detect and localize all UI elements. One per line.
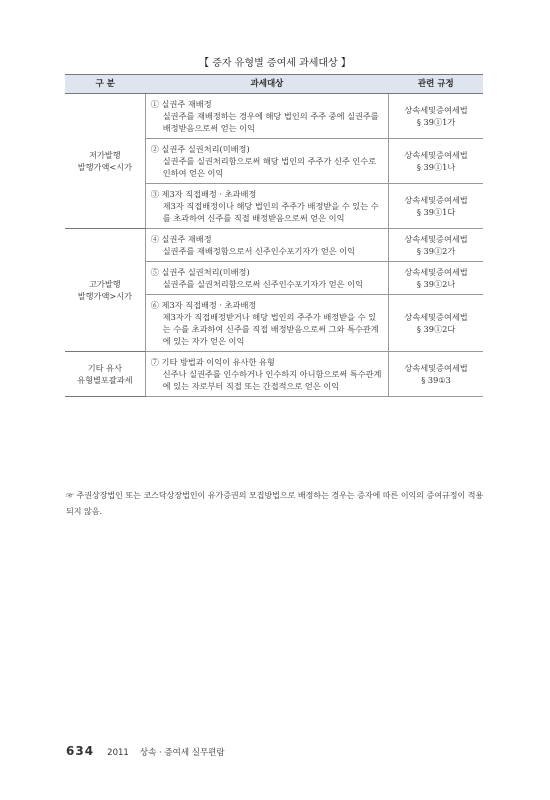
footer-year: 2011 [107, 748, 129, 758]
category-cell: 기타 유사 유형별포괄과세 [65, 352, 145, 397]
law-cell: 상속세및증여세법 § 39①1가 [389, 94, 483, 139]
item-description: 실권주를 실권처리함으로써 신주인수포기자가 얻은 이익 [162, 279, 363, 289]
item-description: 실권주를 실권처리함으로써 해당 법인의 주주가 신주 인수로 인하여 얻은 이익 [162, 156, 377, 178]
law-cell: 상속세및증여세법 § 39①1다 [389, 184, 483, 229]
header-target: 과세대상 [145, 75, 388, 94]
item-description: 신주나 실권주를 인수하거나 인수하지 아니함으로써 특수관계에 있는 자로부터 직접 또는 간접적으로 얻은 이익 [162, 369, 382, 391]
target-cell [145, 352, 388, 397]
item-description: 실권주를 재배정하는 경우에 해당 법인의 주주 중에 실권주를 배정받음으로써 얻는 이익 [162, 111, 379, 133]
table-header-row [65, 75, 483, 94]
table-row [65, 229, 483, 262]
item-title: ① 실권주 재배정 [150, 99, 212, 109]
header-category: 구 분 [65, 75, 145, 94]
table-row [65, 352, 483, 397]
item-title: ③ 제3자 직접배정 · 초과배정 [150, 189, 257, 199]
law-cell: 상속세및증여세법 § 39①2가 [389, 229, 483, 262]
target-cell [145, 229, 388, 262]
page-footer [66, 740, 225, 759]
item-title: ⑦ 기타 방법과 이익이 유사한 유형 [150, 357, 275, 367]
header-law: 관련 규정 [389, 75, 483, 94]
item-description: 실권주를 재배정함으로서 신주인수포기자가 얻은 이익 [162, 246, 356, 256]
item-title: ⑥ 제3자 직접배정 · 초과배정 [150, 300, 257, 310]
item-title: ② 실권주 실권처리(미배정) [150, 144, 250, 154]
target-cell [145, 262, 388, 295]
law-cell: 상속세및증여세법 § 39①3 [389, 352, 483, 397]
target-cell [145, 184, 388, 229]
law-cell: 상속세및증여세법 § 39①2나 [389, 262, 483, 295]
target-cell [145, 94, 388, 139]
target-cell [145, 139, 388, 184]
item-description: 제3자 직접배정이나 해당 법인의 주주가 배정받을 수 있는 수를 초과하여 신주를 직접 배정받음으로써 얻은 이익 [162, 201, 379, 223]
page-number: 634 [66, 744, 95, 758]
footnote: ☞ 주권상장법인 또는 코스닥상장법인이 유가증권의 모집방법으로 배정하는 경우는 증자에 따른 이익의 증여규정이 적용되지 않음. [66, 491, 484, 516]
table-title: 【 증자 유형별 증여세 과세대상 】 [199, 58, 351, 69]
category-cell: 저가발행 발행가액<시가 [65, 94, 145, 229]
law-cell: 상속세및증여세법 § 39①1나 [389, 139, 483, 184]
gift-tax-table [65, 74, 483, 397]
table-row [65, 94, 483, 139]
law-cell: 상속세및증여세법 § 39①2다 [389, 295, 483, 352]
footer-book-title: 상속 · 증여세 실무편람 [139, 748, 225, 758]
item-title: ⑤ 실권주 실권처리(미배정) [150, 267, 250, 277]
category-cell: 고가발행 발행가액>시가 [65, 229, 145, 352]
item-title: ④ 실권주 재배정 [150, 234, 212, 244]
target-cell [145, 295, 388, 352]
item-description: 제3자가 직접배정받거나 해당 법인의 주주가 배정받을 수 있는 수를 초과하여 신주를 직접 배정받음으로써 그와 특수관계에 있는 자가 얻은 이익 [162, 312, 379, 346]
